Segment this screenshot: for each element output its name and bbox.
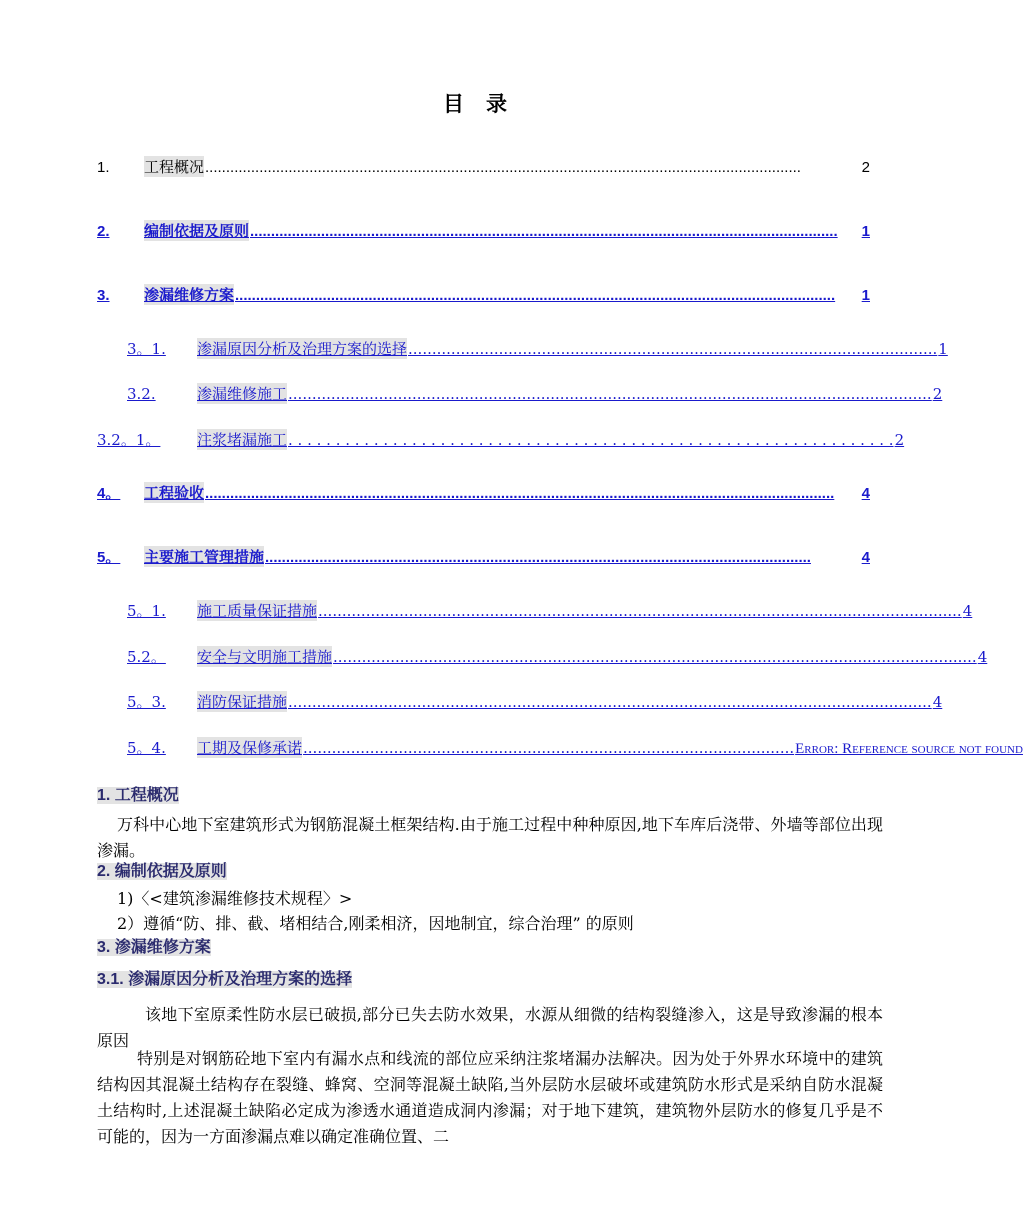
- toc-entry-text: 消防保证措施: [197, 693, 288, 711]
- heading-section-2: [97, 858, 227, 881]
- toc-dot-leader: ...............................................................................................................: [408, 340, 938, 358]
- basis-item-2: 2）遵循“防、排、截、堵相结合,刚柔相济，因地制宜，综合治理” 的原则: [117, 914, 634, 933]
- toc-dot-leader: .......................................................................................................................................: [318, 602, 962, 620]
- toc-dot-leader: .......................................................................................................................................: [333, 648, 977, 666]
- heading-section-3-1: [97, 966, 352, 989]
- paragraph-overview: 万科中心地下室建筑形式为钢筋混凝土框架结构.由于施工过程中种种原因,地下车库后浇带、外墙等部位出现渗漏。: [97, 815, 883, 860]
- toc-entry-3-1[interactable]: [127, 338, 948, 359]
- toc-entry-number: 5。3.: [127, 693, 166, 711]
- toc-entry-4[interactable]: [97, 482, 870, 503]
- toc-dot-leader: . . . . . . . . . . . . . . . . . . . . . . . . . . . . . . . . . . . . . . . . . . . . . . . . . . . . . . . . . . . . . . . .: [288, 431, 894, 449]
- toc-dot-leader: ...................................................................................................................................: [265, 549, 811, 566]
- toc-entry-number: 5。: [97, 549, 121, 566]
- paragraph-cause: 该地下室原柔性防水层已破损,部分已失去防水效果，水源从细微的结构裂缝渗入，这是导致渗漏的根本原因: [97, 1005, 883, 1050]
- paragraph-grouting: 特别是对钢筋砼地下室内有漏水点和线流的部位应采纳注浆堵漏办法解决。因为处于外界水环境中的建筑结构因其混凝土结构存在裂缝、蜂窝、空洞等混凝土缺陷,当外层防水层破坏或建筑防水形式是采纳自防水混凝土结构时,上述混凝土缺陷必定成为渗透水通道造成洞内渗漏；对于地下建筑，建筑物外层防水的修复几乎是不可能的，因为一方面渗漏点难以确定准确位置、二: [97, 1049, 883, 1146]
- toc-entry-1[interactable]: [97, 156, 870, 177]
- toc-dot-leader: .......................................................................................................................................: [288, 385, 932, 403]
- toc-entry-page: 4: [977, 648, 988, 666]
- toc-entry-number: 5。1.: [127, 602, 166, 620]
- toc-entry-number: 2.: [97, 223, 110, 240]
- toc-dot-leader: .............................................................................................................................................: [250, 223, 838, 240]
- toc-entry-number: 3。1.: [127, 340, 166, 358]
- toc-entry-text: 注浆堵漏施工: [197, 431, 288, 449]
- toc-entry-number: 1.: [97, 159, 110, 176]
- toc-entry-number: 5。4.: [127, 739, 166, 757]
- toc-entry-text: 工程概况: [144, 156, 204, 177]
- toc-entry-text: 编制依据及原则: [144, 220, 249, 241]
- toc-dot-leader: ...............................................................................................................................................: [205, 159, 801, 176]
- toc-entry-page: 1: [861, 287, 870, 304]
- toc-title: 目录: [443, 92, 529, 116]
- toc-entry-page: 4: [861, 485, 870, 502]
- toc-dot-leader: .......................................................................................................: [303, 739, 795, 757]
- toc-entry-5-3[interactable]: [127, 691, 943, 712]
- toc-dot-leader: ................................................................................................................................................: [235, 287, 836, 304]
- toc-entry-5-2[interactable]: [127, 646, 988, 667]
- toc-entry-5-4[interactable]: [127, 737, 1023, 758]
- heading-text: 3. 渗漏维修方案: [97, 939, 211, 956]
- toc-entry-3-2[interactable]: [127, 383, 943, 404]
- heading-text: 2. 编制依据及原则: [97, 863, 227, 880]
- toc-entry-page: 1: [938, 340, 948, 358]
- heading-section-3: [97, 934, 211, 957]
- toc-entry-page: Error: Reference source not found: [795, 741, 1023, 757]
- toc-dot-leader: .......................................................................................................................................................: [205, 485, 835, 502]
- toc-dot-leader: .......................................................................................................................................: [288, 693, 932, 711]
- toc-entry-number: 3.: [97, 287, 110, 304]
- toc-entry-text: 安全与文明施工措施: [197, 648, 333, 666]
- toc-entry-number: 3.2。1。: [97, 431, 161, 449]
- toc-entry-page: 1: [861, 223, 870, 240]
- toc-entry-2[interactable]: [97, 220, 870, 241]
- toc-entry-3[interactable]: [97, 284, 870, 305]
- toc-entry-text: 工期及保修承诺: [197, 739, 303, 757]
- toc-entry-text: 渗漏原因分析及治理方案的选择: [197, 340, 408, 358]
- toc-entry-page: 4: [962, 602, 973, 620]
- toc-entry-number: 4。: [97, 485, 121, 502]
- toc-entry-text: 渗漏维修方案: [144, 284, 234, 305]
- heading-text: 1. 工程概况: [97, 787, 179, 804]
- basis-item-1: 1)〈<建筑渗漏维修技术规程〉>: [117, 889, 353, 908]
- toc-entry-page: 2: [894, 431, 905, 449]
- toc-entry-number: 3.2.: [127, 385, 156, 403]
- heading-section-1: [97, 782, 179, 805]
- toc-entry-3-2-1[interactable]: [97, 429, 905, 450]
- toc-entry-page: 2: [861, 159, 870, 176]
- toc-entry-text: 渗漏维修施工: [197, 385, 288, 403]
- toc-entry-5[interactable]: [97, 546, 870, 567]
- toc-entry-page: 2: [932, 385, 943, 403]
- heading-text: 3.1. 渗漏原因分析及治理方案的选择: [97, 971, 353, 988]
- toc-entry-number: 5.2。: [127, 648, 166, 666]
- toc-entry-text: 主要施工管理措施: [144, 546, 264, 567]
- toc-entry-page: 4: [861, 549, 870, 566]
- toc-entry-page: 4: [932, 693, 943, 711]
- toc-entry-text: 施工质量保证措施: [197, 602, 318, 620]
- toc-entry-5-1[interactable]: [127, 600, 973, 621]
- toc-entry-text: 工程验收: [144, 482, 204, 503]
